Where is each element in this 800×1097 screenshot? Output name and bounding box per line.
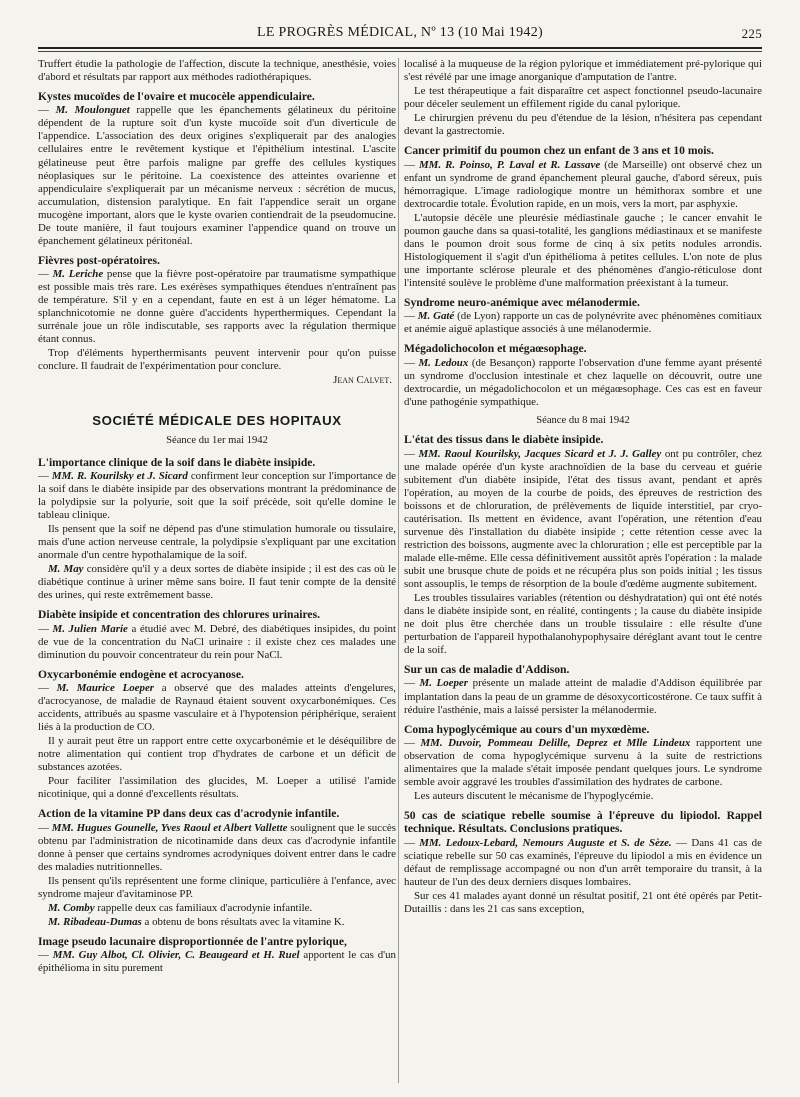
author: MM. Hugues Gounelle, Yves Raoul et Albert Vallette: [51, 821, 288, 834]
author: M. Leriche: [52, 268, 104, 281]
paragraph: — M. Ledoux (de Besançon) rapporte l'observation d'une femme ayant présenté un syndrome d'occlusion intestinale et chez laquelle on découvrit, outre une dextrocardie, un mégadolichocolon et un mégaœsophage. Ces cas est en faveur d'une pathogénie sympathique.: [404, 356, 762, 408]
author: M. Ledoux: [418, 356, 469, 369]
paragraph: Sur ces 41 malades ayant donné un résultat positif, 21 ont été opérés par Petit-Dutaillis : dans les 21 cas sans exception,: [404, 889, 762, 915]
society-heading: SOCIÉTÉ MÉDICALE DES HOPITAUX: [92, 413, 342, 429]
author: M. Julien Marie: [52, 622, 128, 635]
paragraph: — M. Maurice Loeper a observé que des malades atteints d'engelures, d'acrocyanose, de maladie de Raynaud étaient souvent oxycarbonémiques. Ces accidents, attribués au spasme vasculaire et à l'hypotension périphérique, seraient liés à la production de CO.: [38, 682, 396, 734]
paragraph: — MM. R. Poinso, P. Laval et R. Lassave (de Marseille) ont observé chez un enfant un syndrome de grand épanchement pleural gauche, d'abord séreux, puis hémorragique. L'image radiologique montre un hémithorax sombre et une dextrocardie totale. Évolution rapide, en un mois, vers la mort, par asphyxie.: [404, 158, 762, 210]
paragraph: — M. Leriche pense que la fièvre post-opératoire par traumatisme sympathique est possible mais très rare. Les exérèses sympathiques étendues n'entraînent pas de température. S'il y en a cependant, faute en est à un léger hématome. La splanchnicotomie ne donne guère d'accidents hyperthermiques. Cependant la surrénale joue un rôle indiscutable, ses rapports avec la régulation thermique étant connus.: [38, 268, 396, 346]
paragraph: Ils pensent qu'ils représentent une forme clinique, particulière à l'enfance, avec syndrome majeur d'avitaminose PP.: [38, 874, 396, 900]
author: MM. Raoul Kourilsky, Jacques Sicard et J. J. Galley: [418, 447, 662, 460]
running-header: [38, 22, 762, 44]
article-title: Fièvres post-opératoires.: [38, 253, 160, 267]
paragraph: Il y aurait peut être un rapport entre cette oxycarbonémie et le déséquilibre de notre alimentation qui contient trop d'hydrates de carbone et un déficit de substances azotées.: [38, 735, 396, 774]
article-title: Kystes mucoïdes de l'ovaire et mucocèle appendiculaire.: [38, 90, 315, 104]
paragraph: Le chirurgien prévenu du peu d'étendue de la lésion, n'hésitera pas cependant devant la gastrectomie.: [404, 112, 762, 138]
article-title: Diabète insipide et concentration des chlorures urinaires.: [38, 608, 320, 622]
paragraph: Les troubles tissulaires variables (rétention ou déshydratation) qui ont été notés dans le diabète insipide sont, en réalité, contingents ; la cause du diabète insipide ne doit plus être cherchée dans un trouble tissulaire : elle résulte d'une perturbation de l'appareil hypothalanohypophysaire déréglant avant tout le centre de la soif.: [404, 592, 762, 657]
paragraph: — MM. R. Kourilsky et J. Sicard confirment leur conception sur l'importance de la soif dans le diabète insipide par des observations montrant la prédominance de la polydipsie sur la polyurie, soit que la soif précède, soit qu'elle domine le tableau clinique.: [38, 470, 396, 522]
paragraph: Les auteurs discutent le mécanisme de l'hypoglycémie.: [414, 790, 654, 803]
author: M. Gaté: [417, 310, 455, 323]
article-title: Mégadolichocolon et mégaœsophage.: [404, 342, 587, 356]
article-title: 50 cas de sciatique rebelle soumise à l'épreuve du lipiodol. Rappel technique. Résultats. Conclusions pratiques.: [404, 809, 762, 836]
article-title: L'état des tissus dans le diabète insipide.: [404, 433, 604, 447]
article-title: Cancer primitif du poumon chez un enfant de 3 ans et 10 mois.: [404, 144, 714, 158]
paragraph: Le test thérapeutique a fait disparaître cet aspect fonctionnel pseudo-lacunaire pour déceler seulement un effilement rigide du canal pylorique.: [404, 85, 762, 111]
author: M. Ribadeau-Dumas: [48, 915, 142, 928]
article-title: Syndrome neuro-anémique avec mélanodermie.: [404, 295, 640, 309]
author: M. Comby: [48, 901, 95, 914]
author: M. Maurice Loeper: [56, 682, 155, 695]
paragraph: Ils pensent que la soif ne dépend pas d'une stimulation humorale ou tissulaire, mais d'une action nerveuse centrale, la polydipsie s'expliquant par une excitation anormale d'un centre hypothalamique de la soif.: [38, 523, 396, 562]
column-divider: [398, 58, 399, 1083]
article-title: Action de la vitamine PP dans deux cas d'acrodynie infantile.: [38, 807, 340, 821]
paragraph: — M. Julien Marie a étudié avec M. Debré, des diabétiques insipides, du point de vue de la concentration du NaCl urinaire : il existe chez ces malades une diminution du pouvoir concentrateur du rein pour NaCl.: [38, 622, 396, 661]
left-column: [38, 58, 396, 1083]
page-number: 225: [741, 26, 762, 41]
author: MM. R. Poinso, P. Laval et R. Lassave: [418, 158, 601, 171]
paragraph: — MM. Hugues Gounelle, Yves Raoul et Albert Vallette soulignent que le succès obtenu par l'administration de nicotinamide dans deux cas d'acrodynie infantile donne à penser que certains syndromes acrodyniques doivent entrer dans le cadre des maladies nutritionnelles.: [38, 821, 396, 873]
author: M. May: [48, 563, 84, 576]
paragraph: L'autopsie décèle une pleurésie médiastinale gauche ; le cancer envahit le poumon gauche dans sa quasi-totalité, les ganglions médiastinaux et se manifeste dans le poumon droit sous forme de cinq à six petits nodules arrondis. Histologiquement il s'agit d'un épithélioma à petites cellules. L'on note de plus une importante sclérose pleurale et des phénomènes d'angio-réticulose dont l'intensité soulève le problème d'une malformation préexistant à la tumeur.: [404, 211, 762, 289]
paragraph: — MM. Raoul Kourilsky, Jacques Sicard et J. J. Galley ont pu contrôler, chez une malade opérée d'un kyste arachnoïdien de la base du cerveau et guérie subitement d'un diabète insipide, l'état des tissus avant, pendant et après l'opération, au moyen de la courbe de poids, des épreuves de restriction des boissons et de chloruration, de prélèvements de liquide interstitiel, par cryo-cautérisation. Ils mettent en évidence, avant l'opération, une rétention d'eau survenue dès l'installation du diabète insipide ; cette rétention cesse avec la restriction des boissons, augmente avec la chloruration ; elle est perceptible par la malade elle-même. Elle cessa définitivement aussitôt après l'opération : la malade subit une brusque chute de poids et ne récupéra plus son poids initial ; les tissus sont assouplis, le temps de résorption de la boule d'œdème augmente subitement.: [404, 447, 762, 590]
journal-title: LE PROGRÈS MÉDICAL, Nº 13 (10 Mai 1942): [257, 25, 543, 40]
article-title: Sur un cas de maladie d'Addison.: [404, 663, 570, 677]
article-title: Coma hypoglycémique au cours d'un myxœdème.: [404, 722, 650, 736]
paragraph: — M. Loeper présente un malade atteint de maladie d'Addison équilibrée par implantation dans la peau de un gramme de désoxycorticostérone. Ce taux suffit à réduire l'asthénie, mais a laissé persister la mélanodermie.: [404, 677, 762, 716]
session-date: Séance du 8 mai 1942: [536, 414, 630, 426]
right-column: [404, 58, 762, 1083]
article-title: Oxycarbonémie endogène et acrocyanose.: [38, 667, 244, 681]
paragraph: — MM. Ledoux-Lebard, Nemours Auguste et S. de Sèze. — Dans 41 cas de sciatique rebelle sur 50 cas examinés, l'épreuve du lipiodol a mis en évidence un défaut de remplissage accompagné ou non d'un arrêt temporaire du transit, à la hauteur de l'un des deux derniers disques lombaires.: [404, 836, 762, 888]
paragraph: M. May considère qu'il y a deux sortes de diabète insipide ; il est des cas où le diabétique continue à uriner même sans boire. Il faut tenir compte de la densité des urines, qui reste extrêmement basse.: [38, 563, 396, 602]
header-rule: [38, 47, 762, 49]
author: MM. Guy Albot, Cl. Olivier, C. Beaugeard et H. Ruel: [52, 949, 300, 962]
article-title: L'importance clinique de la soif dans le diabète insipide.: [38, 455, 316, 469]
paragraph: — MM. Duvoir, Pommeau Delille, Deprez et Mlle Lindeux rapportent une observation de coma hypoglycémique survenu à la suite de restrictions alimentaires que la malade s'était imposée pendant quelques jours. Le syndrome semble avoir aggravé les troubles d'assimilation des hydrates de carbone.: [404, 736, 762, 788]
author: M. Moulonguet: [55, 104, 130, 117]
paragraph: Trop d'éléments hyperthermisants peuvent intervenir pour qu'on puisse conclure. Il faudrait de l'expérimentation pour conclure.: [38, 347, 396, 373]
paragraph: — M. Gaté (de Lyon) rapporte un cas de polynévrite avec phénomènes comitiaux et anémie aiguë aplastique associés à une mélanodermie.: [404, 310, 762, 336]
author: MM. Duvoir, Pommeau Delille, Deprez et Mlle Lindeux: [420, 736, 691, 749]
paragraph: localisé à la muqueuse de la région pylorique et immédiatement pré-pylorique qui s'est révélé par une image anorganique d'amputation de l'antre.: [404, 58, 762, 84]
paragraph: Pour faciliter l'assimilation des glucides, M. Loeper a utilisé l'amide nicotinique, qui a donné d'excellents résultats.: [38, 775, 396, 801]
session-date: Séance du 1er mai 1942: [166, 435, 268, 447]
article-title: Image pseudo lacunaire disproportionnée de l'antre pylorique,: [38, 935, 347, 949]
paragraph: M. Ribadeau-Dumas a obtenu de bons résultats avec la vitamine K.: [48, 915, 345, 928]
author: MM. R. Kourilsky et J. Sicard: [51, 470, 188, 483]
paragraph: M. Comby rappelle deux cas familiaux d'acrodynie infantile.: [48, 901, 313, 914]
paragraph: — MM. Guy Albot, Cl. Olivier, C. Beaugeard et H. Ruel apportent le cas d'un épithélioma in situ purement: [38, 949, 396, 975]
paragraph: — M. Moulonguet rappelle que les épanchements gélatineux du péritoine dépendent de la rupture soit d'un kyste mucoïde soit d'un diverticule de l'appendice. L'association des deux origines s'expliquerait par des analogies cellulaires entre le revêtement kystique et l'épithélium intestinal. L'ascite gélatineuse peut être parfois maligne par greffe des cellules kystiques néoplasiques sur le péritoine. La coexistence des atteintes ovarienne et appendiculaire s'expliquerait par un mécanisme nerveux : sécrétion de mucus, accumulation, distension paralytique. En fait l'appendice serait un organe mucogène important, alors que le kyste ovarien contiendrait de la pseudomucine. De toute manière, il faut toujours examiner l'appendice quand on trouve un épanchement gélatineux péritonéal.: [38, 104, 396, 247]
signature: Jean Calvet.: [333, 374, 392, 387]
author: M. Loeper: [419, 677, 468, 690]
author: MM. Ledoux-Lebard, Nemours Auguste et S. de Sèze.: [419, 836, 672, 849]
paragraph: Truffert étudie la pathologie de l'affection, discute la technique, anesthésie, voies d'abord et résultats par rapport aux méthodes radiothérapiques.: [38, 58, 396, 84]
header-rule-thin: [38, 51, 762, 52]
